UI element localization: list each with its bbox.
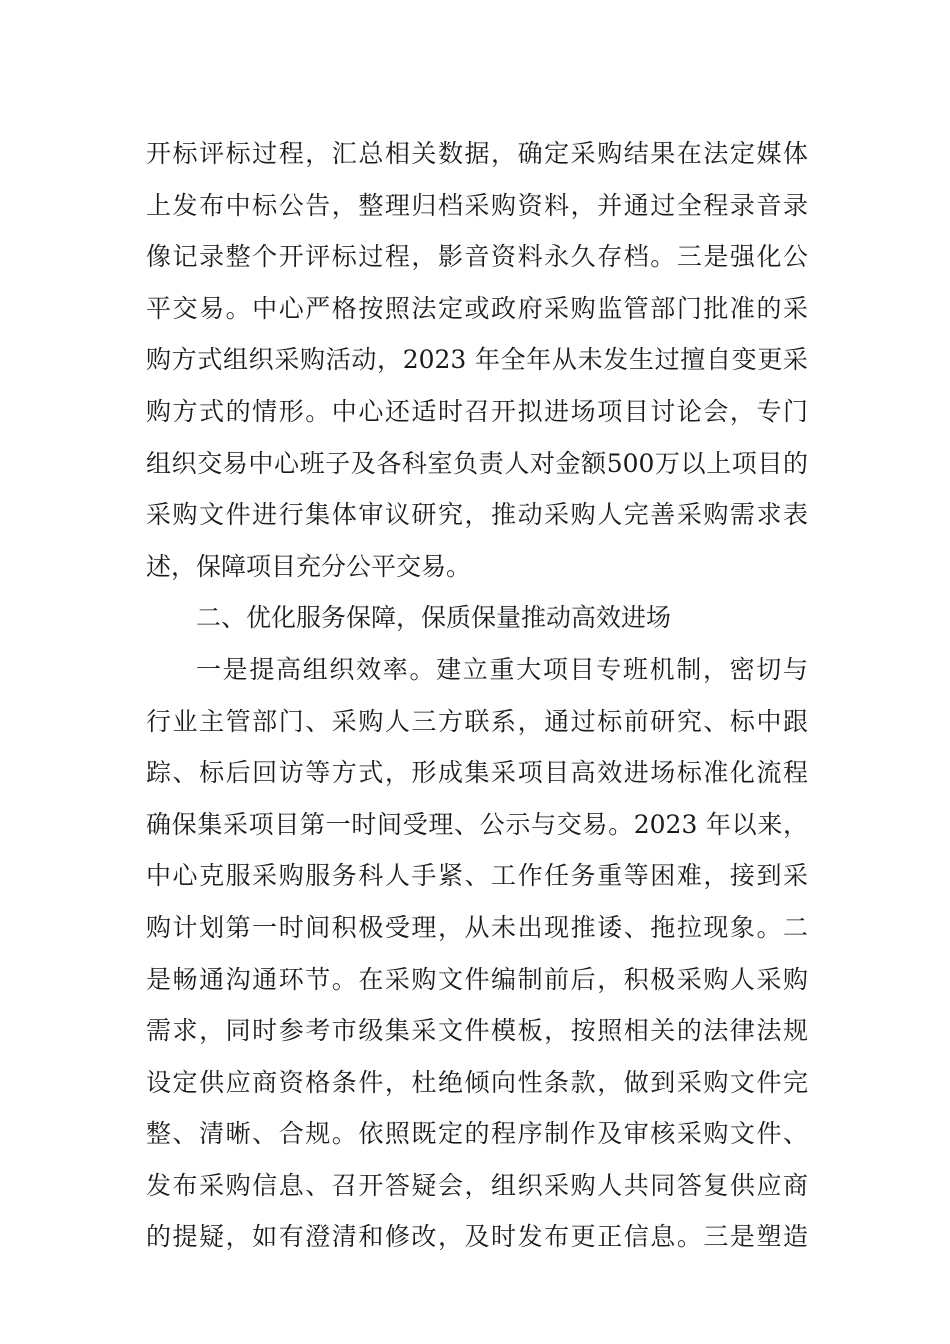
text-line: 平交易。中心严格按照法定或政府采购监管部门批准的采 <box>146 293 808 323</box>
text-line: 一是提高组织效率。建立重大项目专班机制，密切与 <box>196 654 808 684</box>
text-line: 购计划第一时间积极受理，从未出现推诿、拖拉现象。二 <box>146 912 808 942</box>
text-line: 是畅通沟通环节。在采购文件编制前后，积极采购人采购 <box>146 964 808 994</box>
text-line: 采购文件进行集体审议研究，推动采购人完善采购需求表 <box>146 500 808 530</box>
text-line: 整、清晰、合规。依照既定的程序制作及审核采购文件、 <box>146 1119 808 1149</box>
text-line: 踪、标后回访等方式，形成集采项目高效进场标准化流程 <box>146 758 808 788</box>
text-line: 组织交易中心班子及各科室负责人对金额500万以上项目的 <box>146 448 808 478</box>
text-line: 述，保障项目充分公平交易。 <box>146 551 472 581</box>
text-line: 购方式的情形。中心还适时召开拟进场项目讨论会，专门 <box>146 396 808 426</box>
text-line: 需求，同时参考市级集采文件模板，按照相关的法律法规 <box>146 1016 808 1046</box>
text-line: 发布采购信息、召开答疑会，组织采购人共同答复供应商 <box>146 1170 808 1200</box>
text-line: 购方式组织采购活动，2023 年全年从未发生过擅自变更采 <box>146 345 808 375</box>
text-line: 中心克服采购服务科人手紧、工作任务重等困难，接到采 <box>146 861 808 891</box>
text-line: 像记录整个开评标过程，影音资料永久存档。三是强化公 <box>146 242 808 272</box>
text-line: 开标评标过程，汇总相关数据，确定采购结果在法定媒体 <box>146 139 808 168</box>
text-line: 设定供应商资格条件，杜绝倾向性条款，做到采购文件完 <box>146 1067 808 1097</box>
section-heading: 二、优化服务保障，保质保量推动高效进场 <box>196 603 672 633</box>
text-line: 上发布中标公告，整理归档采购资料，并通过全程录音录 <box>146 190 808 220</box>
text-line: 的提疑，如有澄清和修改，及时发布更正信息。三是塑造 <box>146 1222 808 1252</box>
document-body <box>146 128 808 1263</box>
text-line: 行业主管部门、采购人三方联系，通过标前研究、标中跟 <box>146 706 808 736</box>
text-line: 确保集采项目第一时间受理、公示与交易。2023 年以来， <box>146 809 808 839</box>
